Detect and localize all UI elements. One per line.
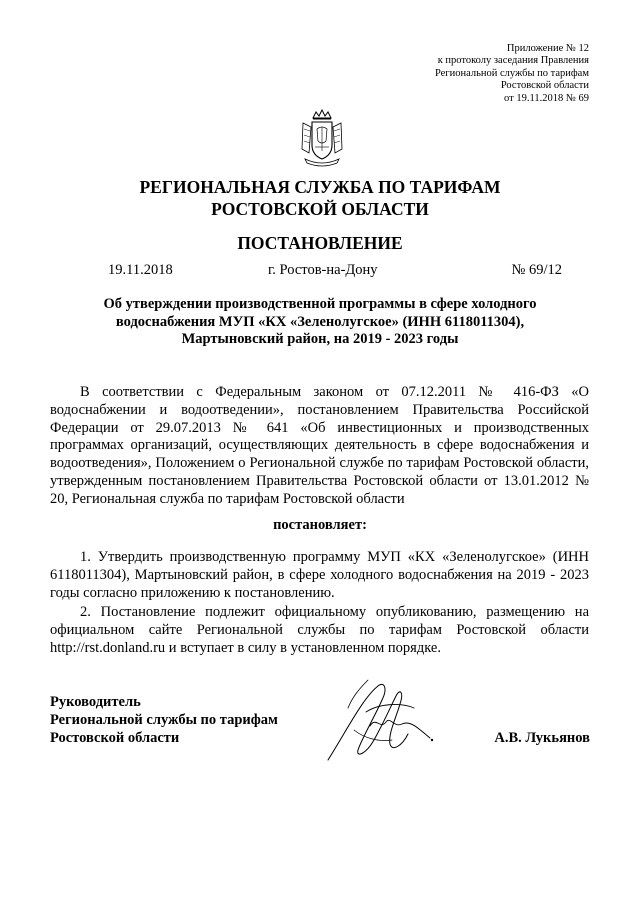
agency-title-line: РОСТОВСКОЙ ОБЛАСТИ (211, 199, 429, 219)
signer-title-line: Региональной службы по тарифам (50, 712, 278, 728)
signer-title-line: Ростовской области (50, 730, 180, 746)
subject-line: водоснабжения МУП «КХ «Зеленолугское» (ИНН 6118011304), (115, 313, 525, 330)
signer-title-line: Руководитель (50, 694, 141, 710)
appendix-line: Региональной службы по тарифам (434, 67, 589, 79)
document-number: № 69/12 (511, 262, 562, 278)
subject-line: Мартыновский район, на 2019 - 2023 годы (181, 331, 459, 348)
document-type: ПОСТАНОВЛЕНИЕ (237, 233, 403, 253)
document-subject (60, 296, 580, 349)
agency-title-line: РЕГИОНАЛЬНАЯ СЛУЖБА ПО ТАРИФАМ (139, 177, 501, 197)
document-date: 19.11.2018 (108, 262, 173, 278)
decree-item-2: 2. Постановление подлежит официальному опубликованию, размещению на официальном сайте Региональной службы по тарифам Ростовской области http://rst.donland.ru и вступает в силу в установленном порядке. (50, 604, 589, 656)
decree-word: постановляет: (273, 517, 367, 533)
appendix-line: Приложение № 12 (506, 43, 589, 54)
appendix-line: Ростовской области (500, 80, 589, 92)
preamble-paragraph: В соответствии с Федеральным законом от 07.12.2011 № 416-ФЗ «О водоснабжении и водоотведении», постановлением Правительства Российской Федерации от 29.07.2013 № 641 «Об инвестиционных и производственных программах организаций, осуществляющих деятельность в сфере водоснабжения и водоотведения», Положением о Региональной службе по тарифам Ростовской области, утвержденным постановлением Правительства Ростовской области от 13.01.2012 № 20, Региональная служба по тарифам Ростовской области (50, 384, 589, 507)
agency-title (0, 176, 640, 220)
subject-line: Об утверждении производственной программы в сфере холодного (103, 296, 537, 312)
handwritten-signature-icon (318, 668, 448, 768)
document-city: г. Ростов-на-Дону (268, 262, 378, 278)
signer-title (50, 693, 278, 747)
rostov-oblast-coat-of-arms-icon (299, 109, 345, 169)
signer-name: А.В. Лукьянов (494, 730, 590, 746)
appendix-line: от 19.11.2018 № 69 (504, 92, 589, 104)
decree-item-1: 1. Утвердить производственную программу МУП «КХ «Зеленолугское» (ИНН 6118011304), Мартыновский район, в сфере холодного водоснабжения на 2019 - 2023 годы согласно приложению к постановлению. (50, 549, 589, 601)
appendix-line: к протоколу заседания Правления (437, 55, 589, 67)
appendix-note (435, 43, 589, 105)
